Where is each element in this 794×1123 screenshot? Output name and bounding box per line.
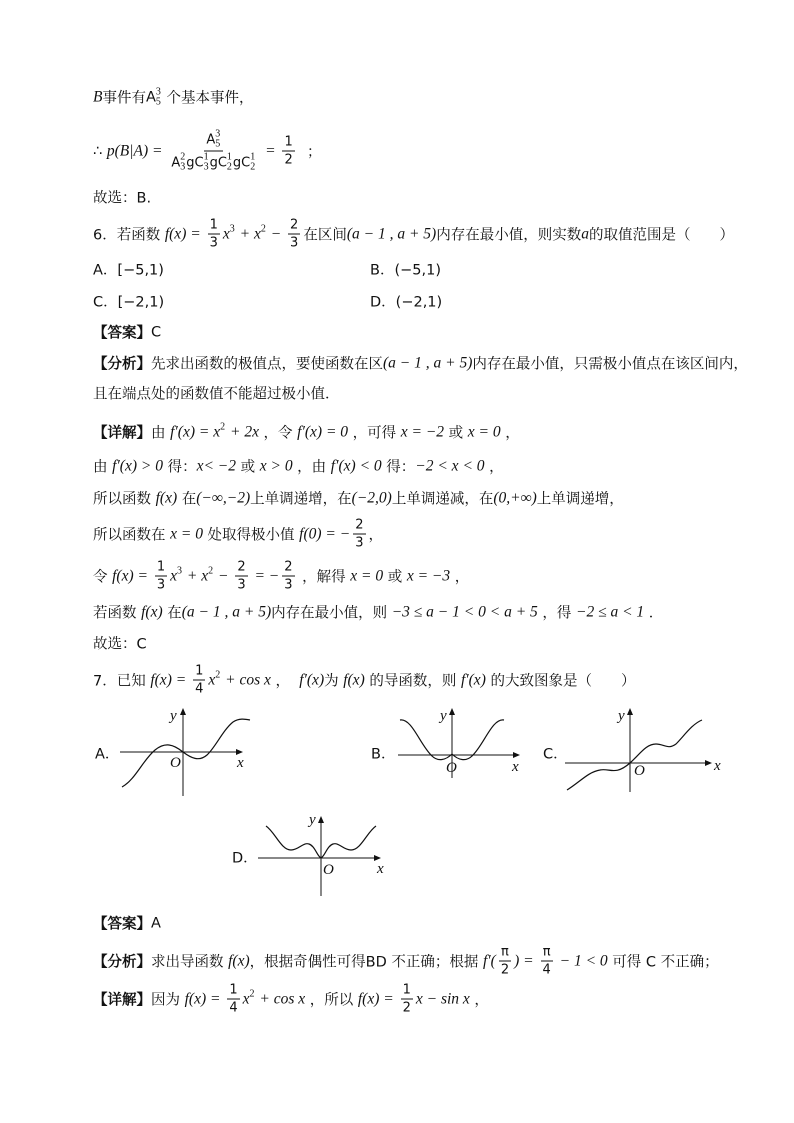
math-expression: −3 ≤ a − 1 < 0 < a + 5 bbox=[391, 603, 538, 620]
superscript: 1 bbox=[226, 151, 232, 163]
superscript: 2 bbox=[260, 223, 266, 234]
text-run: 或 bbox=[383, 569, 407, 586]
q7-graph-a-label: A． bbox=[95, 746, 120, 763]
fraction bbox=[499, 945, 511, 978]
superscript: 1 bbox=[203, 151, 209, 163]
subscript bbox=[220, 432, 225, 442]
section-label: 【分析】 bbox=[93, 356, 151, 373]
q7-graph-c bbox=[560, 700, 725, 800]
text-run: 所以函数在 bbox=[93, 527, 171, 544]
y-axis-label: y bbox=[170, 708, 177, 724]
text-run: 2 bbox=[355, 517, 364, 533]
q7-graph-d-label: D． bbox=[232, 850, 258, 867]
superscript: 3 bbox=[155, 86, 161, 97]
fraction bbox=[155, 560, 167, 593]
text-run: 6．若函数 bbox=[93, 227, 165, 244]
fraction-denominator bbox=[155, 577, 167, 593]
subscript bbox=[230, 234, 235, 244]
math-expression: x bbox=[170, 567, 177, 584]
math-expression: x = 0 bbox=[350, 567, 384, 584]
text-run: 求出导函数 bbox=[151, 954, 229, 971]
text-run: 为 bbox=[324, 673, 344, 690]
scripts bbox=[220, 422, 225, 442]
text-run: ，得 bbox=[537, 605, 576, 622]
fraction-numerator bbox=[541, 945, 553, 962]
q6-detail-line-1 bbox=[93, 422, 520, 443]
text-run: ， bbox=[450, 569, 470, 586]
text-run: 处取得极小值 bbox=[202, 527, 300, 544]
q6-option-d bbox=[370, 291, 442, 312]
text-run: ； bbox=[297, 144, 322, 161]
math-expression: f(x) bbox=[343, 671, 365, 688]
text-run: A bbox=[206, 132, 216, 147]
subscript: 2 bbox=[250, 161, 256, 173]
fraction-denominator bbox=[169, 152, 258, 173]
fraction-numerator bbox=[155, 560, 167, 577]
math-expression: B bbox=[93, 88, 103, 105]
math-expression: x = 0 bbox=[467, 423, 501, 440]
subscript bbox=[261, 234, 266, 244]
math-expression: x − sin x bbox=[415, 990, 470, 1007]
fraction-denominator bbox=[353, 535, 365, 551]
fraction-denominator bbox=[401, 1000, 413, 1016]
superscript: 2 bbox=[208, 565, 214, 576]
text-run: 7．已知 bbox=[93, 673, 151, 690]
math-expression: + x bbox=[183, 567, 209, 584]
text-run: ∴ bbox=[93, 143, 107, 159]
fraction bbox=[288, 218, 300, 251]
fraction-denominator bbox=[227, 1000, 239, 1016]
y-axis-label: y bbox=[440, 708, 447, 724]
text-run: gC bbox=[232, 155, 251, 170]
math-expression: f′(x) bbox=[460, 671, 486, 688]
subscript bbox=[177, 576, 182, 586]
fraction bbox=[227, 983, 239, 1016]
text-run: 上单调递增， bbox=[536, 491, 624, 508]
scripts bbox=[208, 566, 213, 586]
text-run: ， bbox=[469, 992, 489, 1009]
text-run: 在区间 bbox=[303, 227, 347, 244]
x-axis-arrow bbox=[513, 752, 520, 758]
subscript: 5 bbox=[155, 96, 161, 107]
fraction-denominator bbox=[540, 962, 552, 978]
scripts bbox=[156, 87, 161, 107]
q7-graph-b bbox=[390, 700, 525, 785]
text-run: 的取值范围是（ ） bbox=[588, 227, 734, 244]
origin-label: O bbox=[634, 763, 645, 779]
superscript: 3 bbox=[229, 223, 235, 234]
math-expression: (0,+∞) bbox=[493, 489, 537, 506]
q6-detail-line-4 bbox=[93, 518, 383, 551]
text-run: 4 bbox=[542, 962, 551, 978]
fraction-denominator bbox=[193, 681, 205, 697]
subscript: 3 bbox=[203, 161, 209, 173]
q6-option-c bbox=[93, 291, 164, 312]
text-run: gC bbox=[209, 155, 227, 170]
fraction-numerator bbox=[204, 130, 223, 152]
text-run: ，可得 bbox=[348, 425, 401, 442]
math-expression: f(x) = bbox=[150, 671, 191, 688]
derivative-curve bbox=[122, 719, 250, 787]
superscript: 2 bbox=[215, 669, 221, 680]
text-run: 2 bbox=[284, 152, 293, 168]
text-run: 的导函数，则 bbox=[364, 673, 461, 690]
math-expression: x bbox=[222, 225, 230, 242]
section-label: 【答案】 bbox=[93, 325, 151, 342]
q5-probability-line bbox=[93, 130, 321, 173]
math-expression: − bbox=[266, 225, 286, 242]
math-expression: (a − 1 , a + 5) bbox=[181, 603, 272, 620]
q6-choice-line bbox=[93, 633, 147, 654]
x-axis-label: x bbox=[714, 758, 721, 774]
q7-analysis bbox=[93, 945, 719, 978]
scripts bbox=[177, 566, 182, 586]
q7-detail bbox=[93, 983, 489, 1016]
text-run: 1 bbox=[209, 217, 218, 233]
math-expression: x = −3 bbox=[406, 567, 451, 584]
text-run: 故选：B. bbox=[93, 190, 152, 207]
q6-option-b bbox=[370, 259, 441, 280]
text-run: A bbox=[151, 915, 161, 931]
math-expression: (−∞,−2) bbox=[196, 489, 251, 506]
text-run: C bbox=[151, 324, 162, 340]
text-run: 由 bbox=[151, 425, 171, 442]
text-run: 1 bbox=[156, 559, 166, 575]
text-run: 3 bbox=[355, 535, 364, 551]
text-run: 得： bbox=[381, 459, 416, 476]
scripts bbox=[250, 153, 255, 173]
text-run: 3 bbox=[290, 235, 299, 251]
math-expression: f′( bbox=[482, 952, 496, 969]
text-run: 内存在最小值，则实数 bbox=[436, 227, 582, 244]
text-run: ， bbox=[368, 527, 384, 544]
math-expression: f(x) = bbox=[112, 567, 152, 584]
q6-detail-line-3 bbox=[93, 488, 624, 509]
math-expression: f(x) = bbox=[184, 990, 225, 1007]
q7-graph-d bbox=[255, 810, 390, 900]
math-expression: = bbox=[261, 142, 280, 159]
text-run: ，解得 bbox=[297, 569, 351, 586]
text-run: 所以函数 bbox=[93, 491, 156, 508]
fraction bbox=[193, 664, 205, 697]
subscript bbox=[208, 576, 213, 586]
math-expression: x = −2 bbox=[400, 423, 445, 440]
text-run: 因为 bbox=[151, 992, 185, 1009]
text-run: 内存在最小值，只需极小值点在该区间内， bbox=[472, 356, 748, 373]
math-expression: f(x) bbox=[141, 603, 163, 620]
math-expression: (a − 1 , a + 5) bbox=[346, 225, 437, 242]
math-expression: f(x) bbox=[228, 952, 250, 969]
x-axis-arrow bbox=[705, 760, 712, 766]
y-axis-label: y bbox=[618, 708, 625, 724]
text-run: 或 bbox=[236, 459, 260, 476]
math-expression: = − bbox=[250, 567, 280, 584]
fraction-denominator bbox=[288, 235, 300, 251]
math-expression: + cos x bbox=[255, 990, 306, 1007]
text-run: 上单调递增，在 bbox=[250, 491, 352, 508]
origin-label: O bbox=[170, 755, 181, 771]
text-run: 2 bbox=[402, 1000, 411, 1016]
text-run: 3 bbox=[284, 577, 293, 593]
text-run: 1 bbox=[284, 134, 293, 150]
fraction-numerator bbox=[288, 218, 300, 235]
text-run: 事件有 bbox=[102, 90, 146, 107]
math-expression: f(x) = bbox=[357, 990, 398, 1007]
fraction-denominator bbox=[235, 577, 247, 593]
subscript bbox=[250, 999, 255, 1009]
math-expression: − 1 < 0 bbox=[555, 952, 608, 969]
text-run: 内存在最小值，则 bbox=[271, 605, 392, 622]
text-run: 上单调递减，在 bbox=[391, 491, 494, 508]
fraction-numerator bbox=[282, 560, 294, 577]
math-expression: + x bbox=[235, 225, 261, 242]
q5-basic-events-line bbox=[93, 87, 254, 108]
text-run: π bbox=[501, 944, 509, 960]
text-run: 3 bbox=[209, 235, 218, 251]
q5-choice-line bbox=[93, 187, 151, 208]
math-expression: x bbox=[242, 990, 250, 1007]
subscript bbox=[215, 680, 220, 690]
math-expression: f′(x) = x bbox=[170, 423, 221, 440]
math-expression: − bbox=[214, 567, 233, 584]
y-axis-arrow bbox=[318, 816, 324, 823]
math-expression: x = 0 bbox=[170, 525, 203, 542]
text-run: 由 bbox=[93, 459, 113, 476]
scripts bbox=[227, 153, 232, 173]
fraction bbox=[282, 135, 294, 168]
superscript: 2 bbox=[249, 988, 255, 999]
text-run: 或 bbox=[444, 425, 468, 442]
q6-analysis-line-2 bbox=[93, 383, 340, 404]
text-run: 1 bbox=[229, 982, 238, 998]
math-expression: + cos x bbox=[221, 671, 271, 688]
text-run: 在 bbox=[177, 491, 197, 508]
fraction-numerator bbox=[193, 664, 205, 681]
math-expression: f(x) bbox=[155, 489, 178, 506]
superscript: 2 bbox=[180, 151, 186, 163]
section-label: 【详解】 bbox=[93, 425, 151, 442]
fraction-numerator bbox=[282, 135, 294, 152]
text-run: 2 bbox=[290, 217, 299, 233]
q7-graph-c-label: C． bbox=[543, 746, 568, 763]
math-expression: (a − 1 , a + 5) bbox=[383, 354, 473, 371]
math-expression: x > 0 bbox=[259, 457, 293, 474]
y-axis-arrow bbox=[449, 708, 455, 715]
math-expression: −2 < x < 0 bbox=[415, 457, 485, 474]
superscript: 2 bbox=[220, 421, 226, 432]
math-expression: x bbox=[208, 671, 216, 688]
text-run: gC bbox=[186, 155, 204, 170]
text-run: ， bbox=[500, 425, 520, 442]
x-axis-label: x bbox=[237, 755, 244, 771]
y-axis-arrow bbox=[180, 708, 186, 715]
y-axis-arrow bbox=[627, 708, 633, 715]
text-run: 且在端点处的函数值不能超过极小值． bbox=[93, 386, 340, 403]
text-run: 2 bbox=[500, 962, 510, 978]
section-label: 【详解】 bbox=[93, 992, 151, 1009]
superscript: 1 bbox=[250, 151, 256, 163]
text-run: 可得 C 不正确； bbox=[607, 954, 719, 971]
text-run: ，由 bbox=[292, 459, 331, 476]
fraction-numerator bbox=[401, 983, 413, 1000]
origin-label: O bbox=[323, 862, 334, 878]
math-expression: p(B|A) = bbox=[106, 142, 167, 159]
q6-analysis-line-1 bbox=[93, 353, 748, 374]
fraction bbox=[540, 945, 552, 978]
q6-option-d-text: D．(−2,1) bbox=[370, 294, 443, 311]
subscript: 3 bbox=[180, 161, 186, 173]
fraction-numerator bbox=[499, 945, 511, 962]
math-expression: −2 ≤ a < 1 bbox=[576, 603, 645, 620]
text-run: 若函数 bbox=[93, 605, 142, 622]
math-expression: f′(x) = 0 bbox=[297, 423, 349, 440]
math-expression: f′(x) bbox=[299, 671, 325, 688]
text-run: 2 bbox=[237, 559, 246, 575]
math-expression: x< −2 bbox=[196, 457, 237, 474]
section-label: 【分析】 bbox=[93, 954, 151, 971]
text-run: ，根据奇偶性可得BD 不正确；根据 bbox=[249, 954, 483, 971]
fraction-numerator bbox=[227, 983, 239, 1000]
x-axis-label: x bbox=[512, 759, 519, 775]
q7-graph-b-label: B． bbox=[371, 746, 396, 763]
text-run: 4 bbox=[229, 1000, 238, 1016]
fraction-denominator bbox=[208, 235, 220, 251]
q6-detail-line-6 bbox=[93, 602, 663, 623]
q6-detail-line-2 bbox=[93, 456, 504, 477]
scripts bbox=[250, 989, 255, 1009]
text-run: π bbox=[542, 944, 551, 960]
y-axis-label: y bbox=[309, 812, 316, 828]
scripts bbox=[204, 153, 209, 173]
scripts bbox=[215, 130, 220, 150]
q6-answer bbox=[93, 322, 161, 343]
fraction-numerator bbox=[235, 560, 247, 577]
q6-detail-line-5 bbox=[93, 560, 469, 593]
fraction bbox=[235, 560, 247, 593]
text-run: 在 bbox=[162, 605, 182, 622]
text-run: 个基本事件， bbox=[161, 90, 254, 107]
text-run: 令 bbox=[93, 569, 113, 586]
math-expression: a bbox=[581, 225, 589, 242]
text-run: 1 bbox=[195, 663, 204, 679]
section-label: 【答案】 bbox=[93, 916, 151, 933]
math-expression: ) = bbox=[514, 952, 538, 969]
fraction bbox=[208, 218, 220, 251]
text-run: A bbox=[171, 155, 181, 170]
text-run: ． bbox=[644, 605, 664, 622]
text-run: 2 bbox=[284, 559, 293, 575]
scripts bbox=[230, 224, 235, 244]
q6-option-c-text: C．[−2,1) bbox=[93, 294, 165, 311]
fraction bbox=[353, 518, 365, 551]
fraction bbox=[401, 983, 413, 1016]
text-run: 先求出函数的极值点，要使函数在区 bbox=[151, 356, 383, 373]
fraction-denominator bbox=[499, 962, 511, 978]
text-run: 的大致图象是（ ） bbox=[485, 673, 636, 690]
q6-option-b-text: B．(−5,1) bbox=[370, 262, 441, 279]
q6-stem bbox=[93, 218, 734, 251]
q7-stem bbox=[93, 664, 635, 697]
fraction bbox=[282, 560, 294, 593]
derivative-curve bbox=[567, 720, 702, 790]
q6-option-a bbox=[93, 259, 164, 280]
scripts bbox=[180, 153, 185, 173]
origin-label: O bbox=[446, 760, 457, 776]
superscript: 3 bbox=[177, 565, 182, 576]
q6-option-a-text: A．[−5,1) bbox=[93, 262, 164, 279]
text-run: 4 bbox=[195, 681, 204, 697]
text-run: ， bbox=[484, 459, 504, 476]
q7-answer bbox=[93, 913, 161, 934]
math-expression: (−2,0) bbox=[351, 489, 392, 506]
subscript: 2 bbox=[226, 161, 232, 173]
x-axis-label: x bbox=[377, 861, 384, 877]
scripts bbox=[215, 670, 220, 690]
text-run: 1 bbox=[402, 982, 411, 998]
fraction-numerator bbox=[353, 518, 365, 535]
text-run: A bbox=[145, 89, 156, 105]
fraction-denominator bbox=[282, 577, 294, 593]
text-run: 3 bbox=[237, 577, 246, 593]
fraction-numerator bbox=[208, 218, 220, 235]
math-expression: + 2x bbox=[226, 423, 259, 440]
fraction-denominator bbox=[282, 152, 294, 168]
text-run: ，令 bbox=[258, 425, 298, 442]
subscript: 5 bbox=[215, 138, 221, 150]
fraction bbox=[169, 130, 258, 173]
text-run: ， bbox=[270, 673, 300, 690]
text-run: 3 bbox=[156, 577, 166, 593]
math-expression: f′(x) < 0 bbox=[330, 457, 382, 474]
text-run: 得： bbox=[162, 459, 197, 476]
math-expression: f(x) = bbox=[164, 225, 205, 242]
scripts bbox=[261, 224, 266, 244]
superscript: 3 bbox=[215, 128, 221, 140]
math-expression: f′(x) > 0 bbox=[112, 457, 163, 474]
text-run: 故选：C bbox=[93, 636, 147, 653]
q7-graph-a bbox=[115, 700, 255, 800]
text-run: ，所以 bbox=[305, 992, 358, 1009]
math-expression: f(0) = − bbox=[299, 525, 351, 542]
